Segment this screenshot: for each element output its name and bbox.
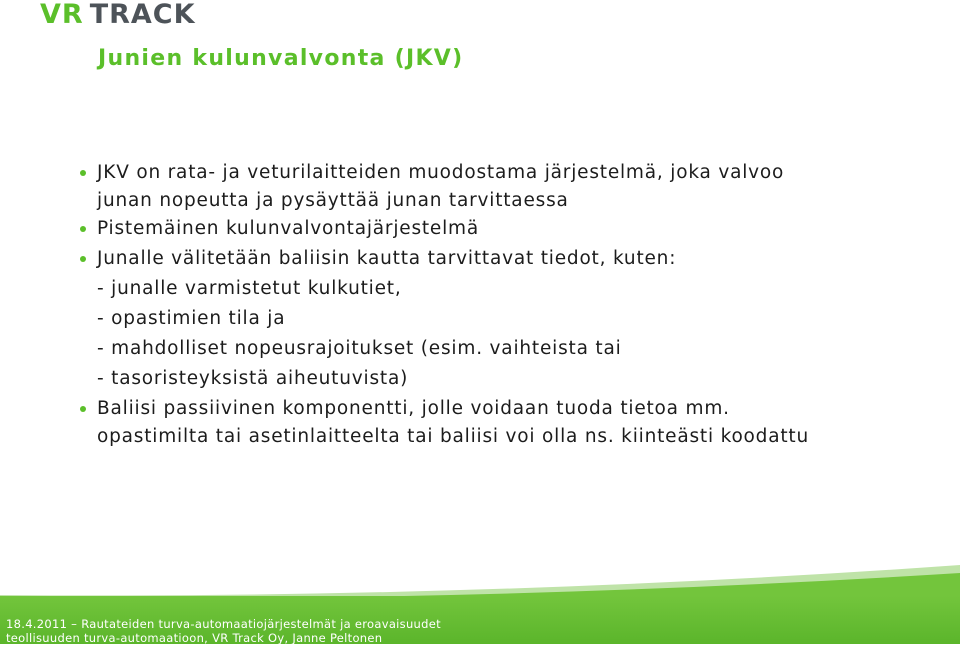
list-item — [80, 394, 940, 424]
footer-text-line-1: 18.4.2011 – Rautateiden turva-automaatiojärjestelmät ja eroavaisuudet — [6, 617, 441, 631]
logo-vr-text: VR — [40, 0, 84, 30]
list-item-text: JKV on rata- ja veturilaitteiden muodostama järjestelmä, joka valvoo — [97, 162, 785, 183]
list-item-text: junan nopeutta ja pysäyttää junan tarvittaessa — [97, 190, 569, 211]
list-item — [80, 214, 940, 244]
footer-bar — [0, 596, 960, 644]
list-item-text: - opastimien tila ja — [97, 308, 286, 329]
footer-text-line-2: teollisuuden turva-automaatioon, VR Track Oy, Janne Peltonen — [6, 631, 383, 645]
list-item — [80, 364, 940, 394]
vr-track-logo — [38, 2, 196, 28]
list-item-text: Junalle välitetään baliisin kautta tarvittavat tiedot, kuten: — [97, 248, 677, 269]
logo-track-text: TRACK — [89, 0, 196, 30]
list-item-text: opastimilta tai asetinlaitteelta tai baliisi voi olla ns. kiinteästi koodattu — [97, 426, 809, 447]
list-item-text: - junalle varmistetut kulkutiet, — [97, 278, 402, 299]
list-item-text: Baliisi passiivinen komponentti, jolle voidaan tuoda tietoa mm. — [97, 398, 730, 419]
page-title: Junien kulunvalvonta (JKV) — [98, 46, 464, 71]
slide-content — [80, 158, 940, 450]
list-item-text: - mahdolliset nopeusrajoitukset (esim. vaihteista tai — [97, 338, 622, 359]
list-item — [80, 188, 940, 214]
list-item — [80, 274, 940, 304]
list-item — [80, 304, 940, 334]
list-item — [80, 158, 940, 188]
bullet-icon — [80, 256, 86, 262]
list-item-text: - tasoristeyksistä aiheutuvista) — [97, 368, 409, 389]
bullet-icon — [80, 406, 86, 412]
list-item-text: Pistemäinen kulunvalvontajärjestelmä — [97, 218, 480, 239]
bullet-icon — [80, 226, 86, 232]
bullet-icon — [80, 170, 86, 176]
list-item — [80, 334, 940, 364]
list-item — [80, 244, 940, 274]
list-item — [80, 424, 940, 450]
